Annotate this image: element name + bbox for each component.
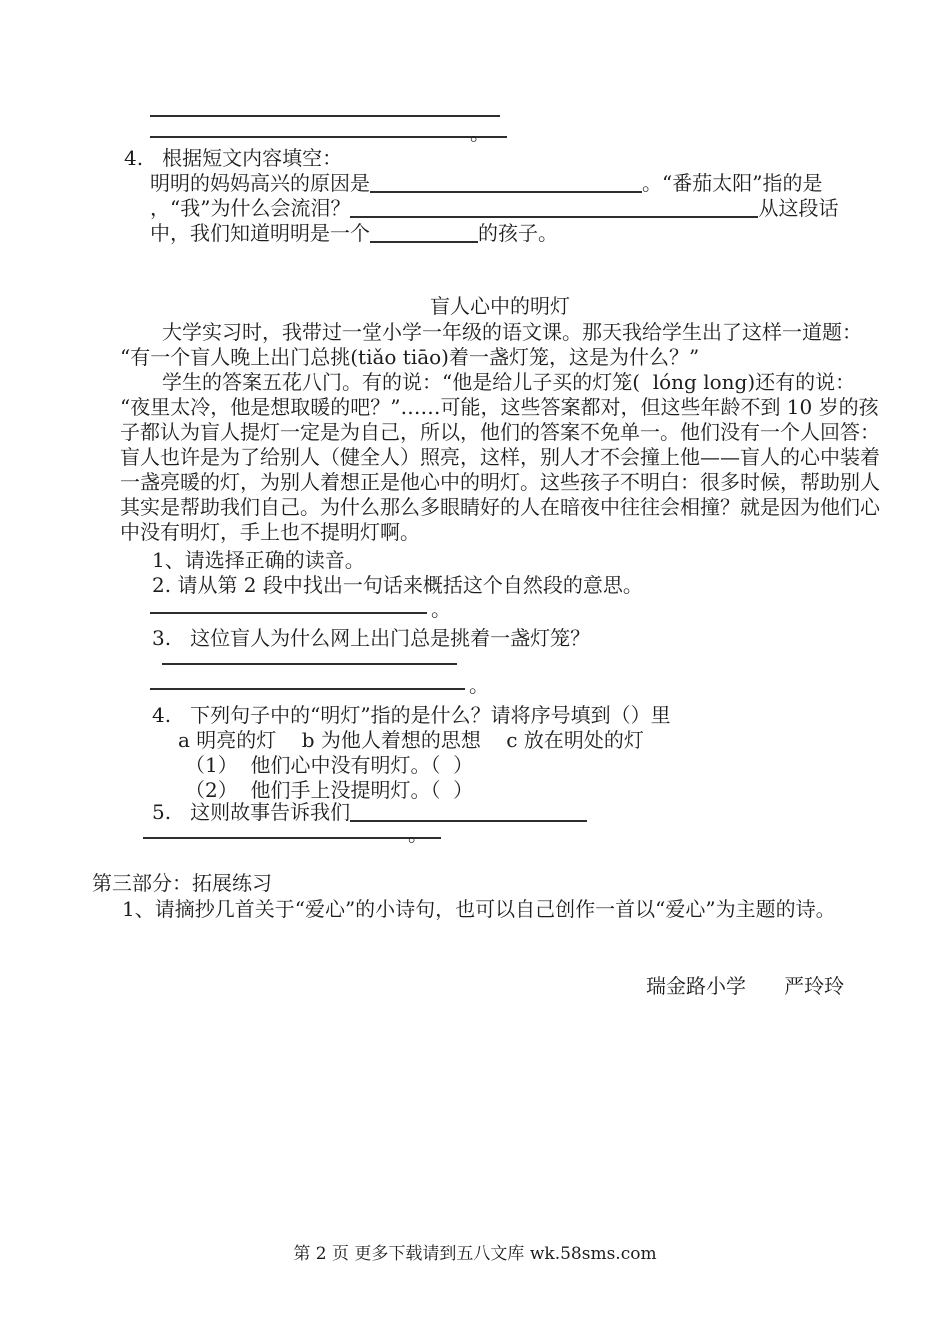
blank-underline — [370, 241, 478, 243]
author-signature: 瑞金路小学 严玲玲 — [646, 974, 845, 998]
answer-line — [150, 592, 451, 621]
fill-line-a-post: 。“番茄太阳”指的是 — [642, 171, 823, 195]
fill-line-b — [150, 196, 838, 220]
blank-underline — [370, 191, 642, 193]
page-footer: 第 2 页 更多下载请到五八文库 wk.58sms.com — [293, 1244, 657, 1264]
answer-line — [150, 668, 489, 697]
reading-question-3: 3. 这位盲人为什么网上出门总是挑着一盏灯笼？ — [152, 626, 591, 650]
fill-line-a-pre: 明明的妈妈高兴的原因是 — [150, 171, 370, 195]
reading-question-4: 4. 下列句子中的“明灯”指的是什么？请将序号填到（）里 — [152, 703, 671, 727]
passage-line: 盲人也许是为了给别人（健全人）照亮，这样，别人才不会撞上他——盲人的心中装着 — [120, 445, 880, 469]
fill-line-c-post: 的孩子。 — [478, 221, 558, 245]
passage-title: 盲人心中的明灯 — [430, 294, 570, 318]
reading-question-1: 1、请选择正确的读音。 — [152, 548, 365, 572]
period-mark: 。 — [431, 597, 451, 621]
passage-line: 学生的答案五花八门。有的说：“他是给儿子买的灯笼( lóng long)还有的说： — [162, 370, 856, 394]
period-mark: 。 — [470, 121, 490, 145]
period-mark: 。 — [469, 673, 489, 697]
passage-line: 中没有明灯，手上也不提明灯啊。 — [120, 520, 420, 544]
fill-question-heading: 4. 根据短文内容填空： — [124, 146, 343, 170]
fill-line-b-pre: ，“我”为什么会流泪？ — [150, 196, 351, 220]
passage-line: 一盏亮暖的灯，为别人着想正是他心中的明灯。这些孩子不明白：很多时候，帮助别人 — [120, 470, 880, 494]
passage-line: 其实是帮助我们自己。为什么那么多眼睛好的人在暗夜中往往会相撞？就是因为他们心 — [120, 495, 880, 519]
answer-line — [143, 817, 441, 846]
answer-line — [150, 95, 500, 117]
reading-question-2: 2. 请从第 2 段中找出一句话来概括这个自然段的意思。 — [152, 573, 643, 597]
part3-heading: 第三部分：拓展练习 — [92, 871, 272, 895]
fill-line-a — [150, 171, 822, 195]
passage-line: 大学实习时，我带过一堂小学一年级的语文课。那天我给学生出了这样一道题： — [162, 320, 862, 344]
passage-line: “有一个盲人晚上出门总挑(tiǎo tiāo)着一盏灯笼，这是为什么？” — [120, 345, 700, 369]
question-4-options: a 明亮的灯 b 为他人着想的思想 c 放在明处的灯 — [178, 728, 644, 752]
question-4-sub-2: （2） 他们手上没提明灯。（ ） — [185, 778, 474, 802]
blank-underline — [350, 216, 758, 218]
part3-item-1: 1、请摘抄几首关于“爱心”的小诗句，也可以自己创作一首以“爱心”为主题的诗。 — [122, 897, 836, 921]
passage-line: “夜里太冷，他是想取暖的吧？”……可能，这些答案都对，但这些年龄不到 10 岁的孩 — [120, 395, 879, 419]
answer-line — [162, 643, 457, 665]
fill-line-c — [150, 221, 558, 245]
question-5-text: 5. 这则故事告诉我们 — [152, 800, 351, 824]
period-mark: 。 — [408, 822, 428, 846]
fill-line-b-post: 从这段话 — [758, 196, 839, 220]
answer-line — [150, 116, 507, 145]
fill-line-c-pre: 中，我们知道明明是一个 — [150, 221, 370, 245]
question-4-sub-1: （1） 他们心中没有明灯。（ ） — [185, 753, 474, 777]
passage-line: 子都认为盲人提灯一定是为自己，所以，他们的答案不免单一。他们没有一个人回答： — [120, 420, 880, 444]
